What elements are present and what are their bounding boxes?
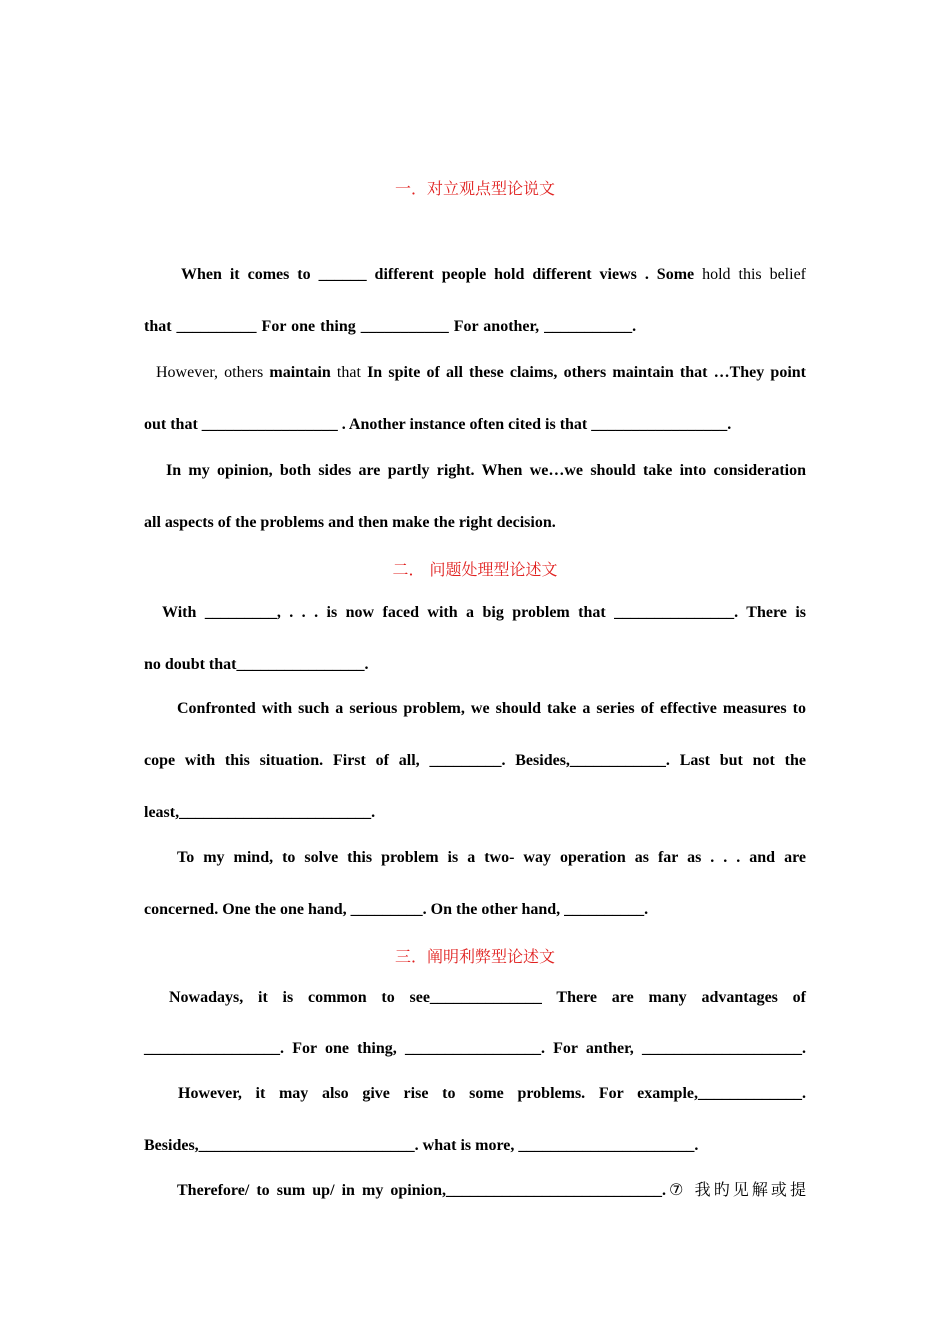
paragraph-line: Besides,___________________________. what is more, ______________________. — [144, 1137, 699, 1154]
paragraph-line: concerned. One the one hand, _________. On the other hand, __________. — [144, 901, 649, 918]
paragraph-line: Therefore/ to sum up/ in my opinion,___________________________.⑦ 我旳见解或提 — [177, 1180, 806, 1199]
paragraph-line: out that _________________ . Another instance often cited is that _________________. — [144, 416, 732, 433]
section-heading-1: 一．对立观点型论说文 — [394, 179, 555, 198]
paragraph-line: Confronted with such a serious problem, we should take a series of effective measures to — [177, 700, 806, 717]
paragraph-line: _________________. For one thing, _________________. For anther, ____________________. — [144, 1040, 806, 1057]
section-heading-2: 二． 问题处理型论述文 — [392, 560, 558, 579]
paragraph-line: However, it may also give rise to some problems. For example,_____________. — [178, 1085, 806, 1102]
paragraph-line: no doubt that________________. — [144, 656, 369, 673]
paragraph-line: However, others maintain that In spite of all these claims, others maintain that …They point — [156, 364, 806, 381]
paragraph-line: Nowadays, it is common to see______________ There are many advantages of — [169, 989, 806, 1006]
paragraph-line: To my mind, to solve this problem is a two- way operation as far as . . . and are — [177, 849, 806, 866]
paragraph-line: all aspects of the problems and then make the right decision. — [144, 514, 556, 531]
section-heading-3: 三．阐明利弊型论述文 — [394, 947, 555, 966]
paragraph-line: In my opinion, both sides are partly right. When we…we should take into consideration — [166, 462, 806, 479]
paragraph-line: that __________ For one thing ___________ For another, ___________. — [144, 318, 637, 335]
paragraph-line: least,________________________. — [144, 804, 376, 821]
paragraph-line: When it comes to ______ different people hold different views . Some hold this belief — [181, 266, 806, 283]
paragraph-line: cope with this situation. First of all, _________. Besides,____________. Last but not the — [144, 752, 806, 769]
paragraph-line: With _________, . . . is now faced with a big problem that _______________. There is — [162, 604, 806, 621]
